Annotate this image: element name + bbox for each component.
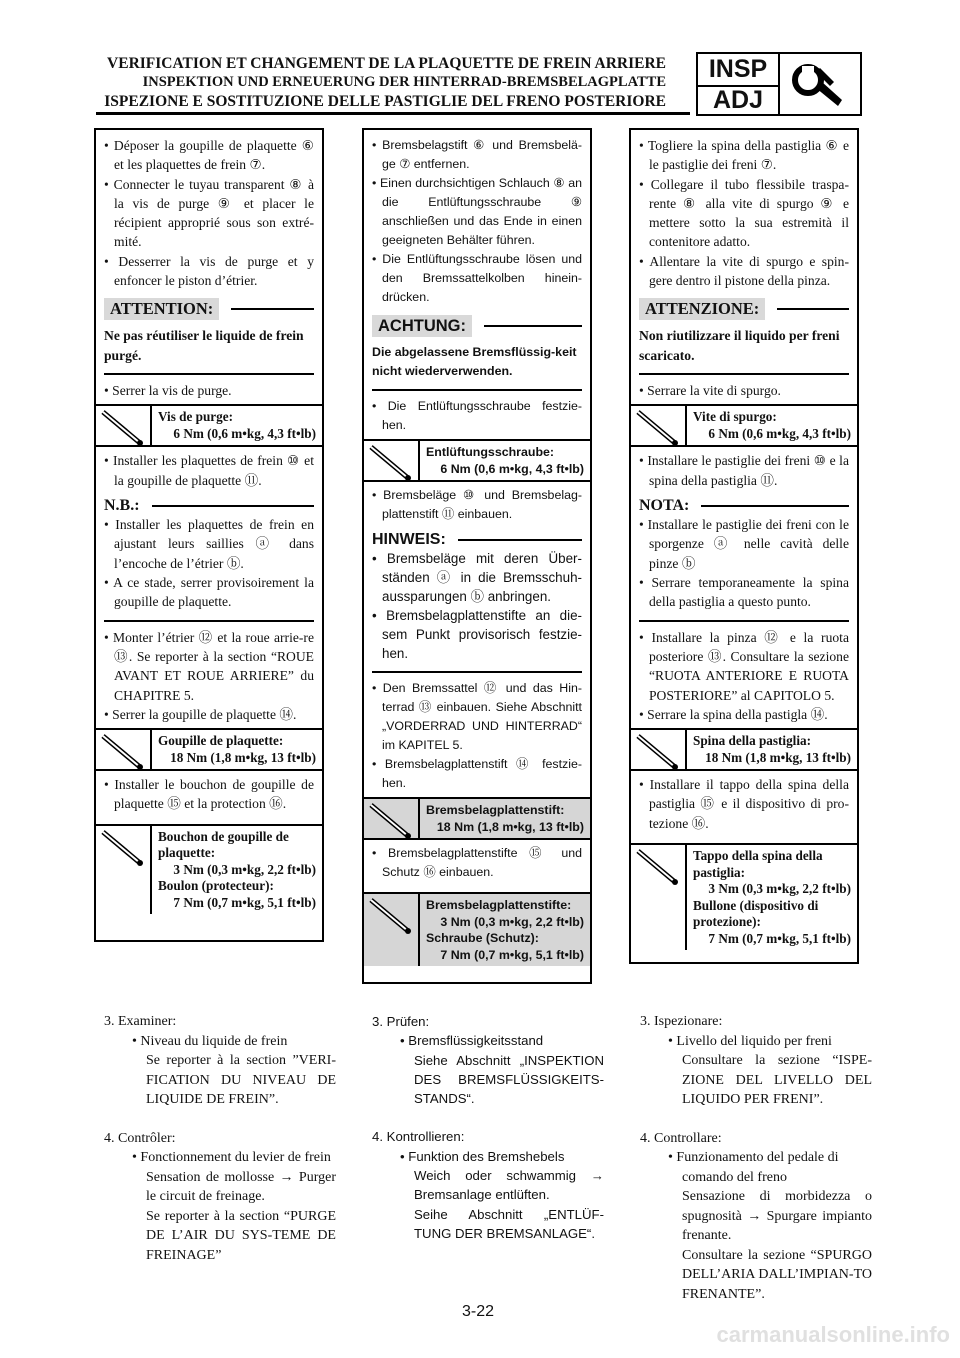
list-item: • Bremsbelagstift ⑥ und Bremsbelä-ge ⑦ entfernen. bbox=[372, 136, 582, 174]
divider bbox=[372, 671, 582, 673]
divider bbox=[639, 620, 849, 622]
list-item: • Desserrer la vis de purge et y enfoncer le piston d’étrier. bbox=[104, 252, 314, 291]
list-item: • Installare le pastiglie dei freni con le sporgenze ⓐ nelle cavità delle pinze ⓑ bbox=[639, 515, 849, 573]
list-item: • Installare il tappo della spina della pastiglia ⑮ e il dispositivo di pro-tezione ⑯. bbox=[639, 775, 849, 833]
step-text: Sensation de mollosse → Purger le circuit de freinage. bbox=[146, 1169, 336, 1204]
list-item: • Allentare la vite di spurgo e spin-gere dentro il pistone della pinza. bbox=[639, 252, 849, 291]
torque-spec bbox=[96, 404, 322, 447]
torque-value: 7 Nm (0,7 m•kg, 5,1 ft•lb) bbox=[173, 894, 316, 910]
caution-text: Ne pas réutiliser le liquide de frein purgé. bbox=[104, 328, 304, 363]
step-sub-item: • Bremsflüssigkeitsstand bbox=[372, 1031, 604, 1050]
torque-spec bbox=[364, 439, 590, 482]
divider bbox=[777, 308, 849, 310]
torque-name: Bouchon de goupille de plaquette: bbox=[158, 828, 289, 861]
torque-value: 18 Nm (1,8 m•kg, 13 ft•lb) bbox=[436, 819, 584, 834]
step-text: Weich oder schwammig → Bremsanlage entlüften. bbox=[414, 1168, 604, 1203]
torque-value: 3 Nm (0,3 m•kg, 2,2 ft•lb) bbox=[440, 914, 584, 929]
step-heading: 4. Kontrollieren: bbox=[372, 1129, 465, 1145]
note-header bbox=[372, 530, 582, 549]
step-heading: 4. Contrôler: bbox=[104, 1130, 176, 1146]
title-fr: VERIFICATION ET CHANGEMENT DE LA PLAQUETTE DE FREIN ARRIERE bbox=[107, 55, 666, 72]
torque-wrench-icon bbox=[96, 730, 150, 769]
divider bbox=[231, 308, 314, 310]
step-heading: 3. Examiner: bbox=[104, 1014, 177, 1029]
list-item: • Bremsbeläge mit deren Über-ständen ⓐ in die Bremsschuh-aussparungen ⓑ anbringen. bbox=[372, 549, 582, 606]
column-italian bbox=[629, 128, 859, 964]
list-item: • Bremsbelagplattenstifte an die-sem Punkt provisorisch festzie-hen. bbox=[372, 606, 582, 663]
torque-name: Tappo della spina della pastiglia: bbox=[693, 848, 823, 880]
step-heading: 4. Controllare: bbox=[640, 1130, 722, 1146]
page-number: 3-22 bbox=[462, 1303, 495, 1320]
list-item: • Serrer la goupille de plaquette ⑭. bbox=[104, 705, 314, 724]
torque-value: 18 Nm (1,8 m•kg, 13 ft•lb) bbox=[705, 749, 851, 765]
list-item: • Einen durchsichtigen Schlauch ⑧ an die Entlüftungsschraube ⑨ anschließen und das Ende in einen geeigneten Behälter führen. bbox=[372, 174, 582, 250]
header-rule bbox=[96, 112, 690, 115]
divider bbox=[639, 373, 849, 375]
note-header bbox=[639, 496, 849, 515]
divider bbox=[372, 389, 582, 391]
list-item: • Bremsbelagplattenstifte ⑮ und Schutz ⑯ einbauen. bbox=[372, 844, 582, 882]
step-text: Seihe Abschnitt „ENTLÜF-TUNG DER BREMSANLAGE“. bbox=[414, 1206, 604, 1241]
torque-value: 18 Nm (1,8 m•kg, 13 ft•lb) bbox=[170, 749, 316, 765]
divider bbox=[152, 505, 314, 507]
list-item: • Installer les plaquettes de frein en ajustant leurs saillies ⓐ dans l’encoche de l’étrier ⓑ. bbox=[104, 515, 314, 573]
step-sub-item: • Fonctionnement du levier de frein bbox=[104, 1148, 336, 1168]
torque-spec bbox=[364, 797, 590, 840]
footer-watermark: carmanualsonline.info bbox=[716, 1322, 950, 1347]
step-sub-item: • Livello del liquido per freni bbox=[640, 1032, 872, 1052]
step-text: Consultare la sezione “SPURGO DELL’ARIA DALL’IMPIAN-TO FRENANTE”. bbox=[682, 1247, 872, 1302]
divider bbox=[458, 539, 582, 541]
list-item: • Den Bremssattel ⑫ und das Hin-terrad ⑬ einbauen. Siehe Abschnitt „VORDERRAD UND HINTERRAD“ im KAPITEL 5. bbox=[372, 679, 582, 755]
torque-name: Schraube (Schutz): bbox=[426, 931, 539, 945]
steps-italian bbox=[640, 1012, 872, 1304]
step-heading: 3. Prüfen: bbox=[372, 1014, 430, 1029]
list-item: • Die Entlüftungsschraube festzie-hen. bbox=[372, 397, 582, 435]
torque-name: Bremsbelagplattenstift: bbox=[426, 803, 565, 817]
torque-wrench-icon bbox=[631, 730, 685, 769]
step-text: Consultare la sezione “ISPE-ZIONE DEL LIVELLO DEL LIQUIDO PER FRENI”. bbox=[682, 1053, 872, 1107]
list-item: • Serrare la vite di spurgo. bbox=[639, 381, 849, 400]
insp-adj-badge bbox=[696, 52, 862, 116]
note-label: HINWEIS: bbox=[372, 531, 446, 548]
torque-value: 7 Nm (0,7 m•kg, 5,1 ft•lb) bbox=[440, 947, 584, 962]
badge-adj-label: ADJ bbox=[698, 85, 780, 116]
wrench-icon bbox=[790, 62, 844, 108]
title-de: INSPEKTION UND ERNEUERUNG DER HINTERRAD-BREMSBELAGPLATTE bbox=[142, 74, 666, 90]
divider bbox=[484, 325, 582, 327]
step-text: Siehe Abschnitt „INSPEKTION DES BREMSFLÜSSIGKEITS-STANDS“. bbox=[414, 1052, 604, 1107]
step-text: Se reporter à la section “PURGE DE L’AIR DU SYS-TEME DE FREINAGE” bbox=[146, 1208, 336, 1263]
list-item: • Monter l’étrier ⑫ et la roue arrie-re ⑬. Se reporter à la section “ROUE AVANT ET ROUE ARRIERE” du CHAPITRE 5. bbox=[104, 628, 314, 705]
torque-wrench-icon bbox=[364, 799, 418, 838]
list-item: • Installare la pinza ⑫ e la ruota posteriore ⑬. Consultare la sezione “RUOTA ANTERIORE E RUOTA POSTERIORE” al CAPITOLO 5. bbox=[639, 628, 849, 705]
list-item: • Installare le pastiglie dei freni ⑩ e la spina della pastiglia ⑪. bbox=[639, 451, 849, 490]
list-item: • Bremsbelagplattenstift ⑭ festzie-hen. bbox=[372, 755, 582, 793]
list-item: • Serrare la spina della pastigla ⑭. bbox=[639, 705, 849, 724]
divider bbox=[104, 620, 314, 622]
page-header bbox=[96, 52, 866, 118]
step-sub-item: • Funktion des Bremshebels bbox=[372, 1147, 604, 1166]
torque-name: Bremsbelagplattenstifte: bbox=[426, 898, 572, 912]
torque-value: 6 Nm (0,6 m•kg, 4,3 ft•lb) bbox=[708, 425, 851, 441]
torque-spec bbox=[96, 824, 322, 915]
torque-wrench-icon bbox=[96, 826, 150, 915]
list-item: • Installer les plaquettes de frein ⑩ et la goupille de plaquette ⑪. bbox=[104, 451, 314, 490]
torque-value: 3 Nm (0,3 m•kg, 2,2 ft•lb) bbox=[173, 861, 316, 877]
caution-header bbox=[104, 298, 314, 320]
list-item: • Die Entlüftungsschraube lösen und den Bremssattelkolben hinein-drücken. bbox=[372, 250, 582, 307]
torque-wrench-icon bbox=[364, 441, 418, 480]
torque-wrench-icon bbox=[631, 845, 685, 950]
list-item: • Togliere la spina della pastiglia ⑥ e le pastiglie dei freni ⑦. bbox=[639, 136, 849, 175]
torque-name: Vite di spurgo: bbox=[693, 409, 777, 425]
list-item: • Collegare il tubo flessibile traspa-rente ⑧ alla vite di spurgo ⑨ e mettere sotto la sua estremità il contenitore adatto. bbox=[639, 175, 849, 252]
caution-label: ATTENTION: bbox=[104, 298, 219, 320]
steps-german bbox=[372, 1012, 604, 1243]
note-label: NOTA: bbox=[639, 496, 690, 514]
torque-value: 6 Nm (0,6 m•kg, 4,3 ft•lb) bbox=[440, 461, 584, 476]
torque-name: Goupille de plaquette: bbox=[158, 733, 284, 749]
steps-french bbox=[104, 1012, 336, 1265]
step-text: Se reporter à la section ”VERI-FICATION DU NIVEAU DE LIQUIDE DE FREIN”. bbox=[146, 1053, 336, 1107]
list-item: • Connecter le tuyau transparent ⑧ à la vis de purge ⑨ et placer le récipient approprié sous son extré-mité. bbox=[104, 175, 314, 252]
torque-spec bbox=[96, 728, 322, 771]
list-item: • Serrare temporaneamente la spina della pastiglia a questo punto. bbox=[639, 573, 849, 612]
badge-insp-label: INSP bbox=[698, 54, 780, 87]
caution-text: Non riutilizzare il liquido per freni scaricato. bbox=[639, 328, 840, 363]
step-text: Sensazione di morbidezza o spugnosità → Spurgare impianto frenante. bbox=[682, 1189, 872, 1243]
torque-wrench-icon bbox=[96, 406, 150, 445]
column-french bbox=[94, 128, 324, 942]
torque-value: 7 Nm (0,7 m•kg, 5,1 ft•lb) bbox=[708, 930, 851, 946]
caution-header bbox=[372, 315, 582, 337]
list-item: • A ce stade, serrer provisoirement la goupille de plaquette. bbox=[104, 573, 314, 612]
torque-wrench-icon bbox=[631, 406, 685, 445]
list-item: • Déposer la goupille de plaquette ⑥ et les plaquettes de frein ⑦. bbox=[104, 136, 314, 175]
torque-value: 3 Nm (0,3 m•kg, 2,2 ft•lb) bbox=[708, 881, 851, 897]
torque-value: 6 Nm (0,6 m•kg, 4,3 ft•lb) bbox=[173, 425, 316, 441]
torque-name: Boulon (protecteur): bbox=[158, 878, 274, 894]
list-item: • Installer le bouchon de goupille de plaquette ⑮ et la protection ⑯. bbox=[104, 775, 314, 814]
divider bbox=[104, 373, 314, 375]
column-german bbox=[362, 128, 592, 984]
torque-name: Spina della pastiglia: bbox=[693, 733, 811, 749]
step-sub-item: • Funzionamento del pedale di comando del freno bbox=[640, 1148, 872, 1187]
list-item: • Bremsbeläge ⑩ und Bremsbelag-plattenstift ⑪ einbauen. bbox=[372, 486, 582, 524]
torque-spec bbox=[364, 892, 590, 966]
torque-name: Bullone (dispositivo di protezione): bbox=[693, 897, 819, 930]
caution-text: Die abgelassene Bremsflüssig-keit nicht wiederverwenden. bbox=[372, 345, 577, 378]
list-item: • Serrer la vis de purge. bbox=[104, 381, 314, 400]
torque-spec bbox=[631, 728, 857, 771]
note-label: N.B.: bbox=[104, 496, 140, 514]
step-heading: 3. Ispezionare: bbox=[640, 1014, 723, 1029]
caution-header bbox=[639, 298, 849, 320]
torque-spec bbox=[631, 404, 857, 447]
section-titles bbox=[104, 54, 666, 111]
step-sub-item: • Niveau du liquide de frein bbox=[104, 1032, 336, 1052]
caution-label: ATTENZIONE: bbox=[639, 298, 765, 320]
torque-wrench-icon bbox=[364, 894, 418, 966]
title-it: ISPEZIONE E SOSTITUZIONE DELLE PASTIGLIE DEL FRENO POSTERIORE bbox=[104, 93, 666, 110]
caution-label: ACHTUNG: bbox=[372, 315, 472, 337]
torque-spec bbox=[631, 843, 857, 950]
note-header bbox=[104, 496, 314, 515]
torque-name: Entlüftungsschraube: bbox=[426, 445, 555, 459]
divider bbox=[701, 505, 849, 507]
torque-name: Vis de purge: bbox=[158, 409, 233, 425]
